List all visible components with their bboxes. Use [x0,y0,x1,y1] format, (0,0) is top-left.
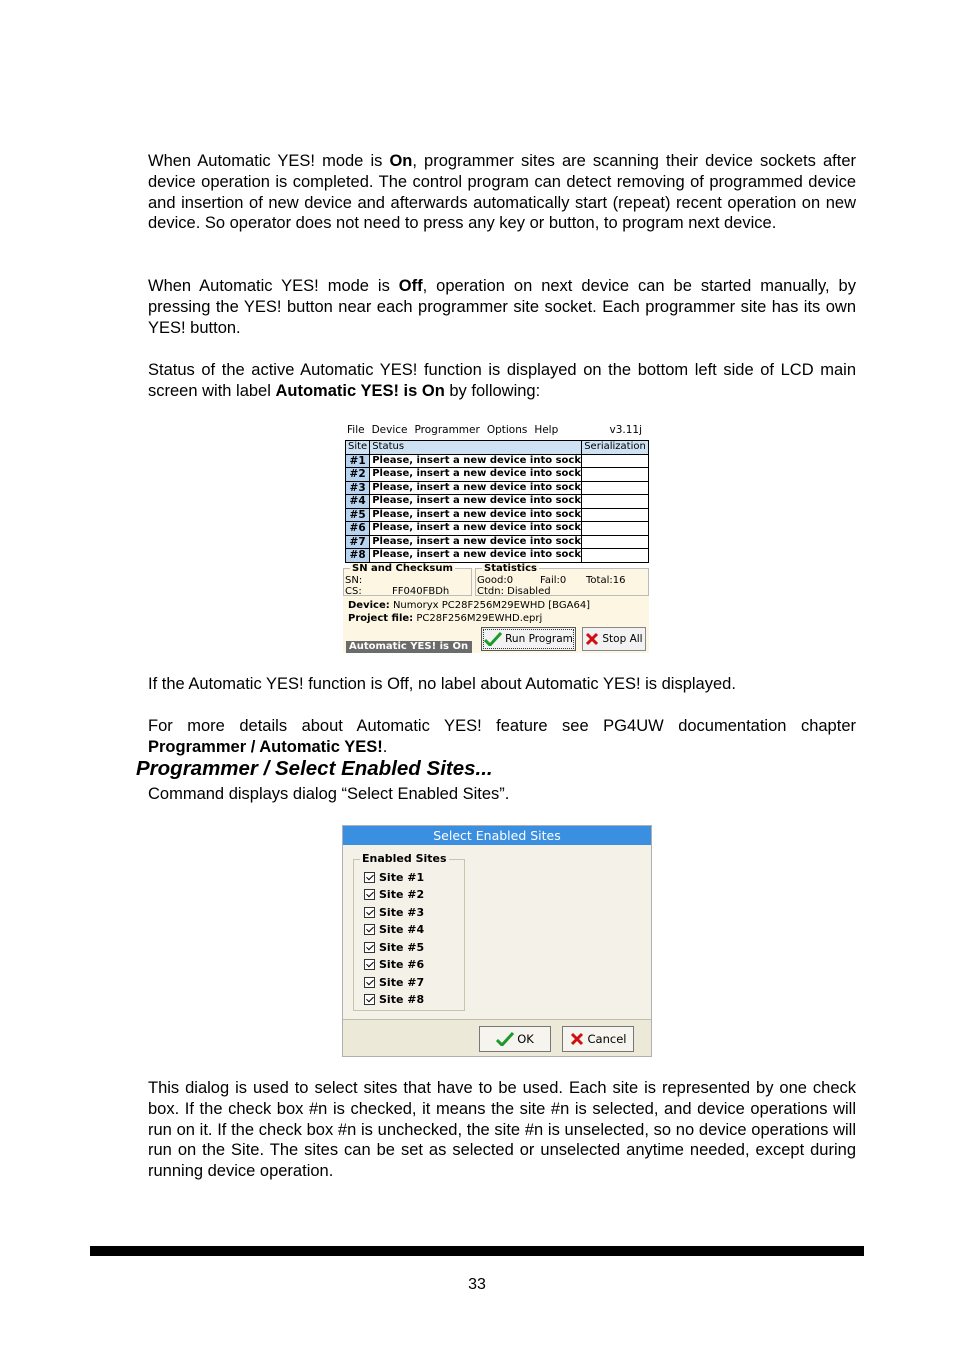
site-number: #6 [346,522,370,536]
site-checkbox-1[interactable] [364,870,424,884]
run-program-label: Run Program [505,633,573,645]
site-status: Please, insert a new device into sock [370,481,582,495]
device-value: Numoryx PC28F256M29EWHD [BGA64] [392,600,591,611]
site-label: Site #8 [379,993,425,1006]
sites-status-table [345,440,649,563]
site-serialization [582,535,649,549]
table-row [346,481,649,495]
col-serialization-header: Serialization [582,441,649,455]
table-row [346,495,649,509]
project-line [348,613,542,624]
site-checkbox-5[interactable] [364,940,424,954]
stat-ctdn: Ctdn: Disabled [477,586,551,597]
cancel-label: Cancel [587,1032,627,1046]
site-number: #1 [346,454,370,468]
stop-all-label: Stop All [602,633,643,645]
checkbox-icon [364,889,375,900]
table-header [346,441,649,455]
site-number: #7 [346,535,370,549]
lcd-menu-bar [343,421,649,439]
checkbox-icon [364,959,375,970]
automatic-yes-status-label: Automatic YES! is On [346,641,472,653]
site-serialization [582,549,649,563]
site-number: #2 [346,468,370,482]
cs-value: FF040FBDh [392,586,450,597]
stat-good: Good:0 [477,575,514,586]
site-serialization [582,481,649,495]
sn-checksum-title: SN and Checksum [352,563,453,574]
site-label: Site #5 [379,940,425,954]
site-status: Please, insert a new device into sock [370,495,582,509]
checkbox-icon [364,924,375,935]
ok-label: OK [517,1032,534,1046]
sn-label: SN: [345,575,363,586]
site-label: Site #3 [379,905,425,919]
site-number: #3 [346,481,370,495]
lcd-main-screen [343,421,649,653]
paragraph-automatic-yes-on: When Automatic YES! mode is On, programmer sites are scanning their device sockets after device operation is completed. The control program can detect removing of programmed device and insertion of new device and afterwards automatically start (repeat) recent operation on new device. So operator does not need to press any key or button, to program next device. [148,152,856,233]
site-checkbox-3[interactable] [364,905,424,919]
site-serialization [582,522,649,536]
site-label: Site #7 [379,975,425,989]
footer-rule [90,1246,864,1256]
enabled-sites-title: Enabled Sites [362,852,447,865]
table-row [346,549,649,563]
stat-fail: Fail:0 [540,575,567,586]
menu-help[interactable]: Help [534,424,559,436]
checkmark-icon [496,1032,514,1046]
paragraph-status-display: Status of the active Automatic YES! function is displayed on the bottom left side of LCD main screen with label Automatic YES! is On by following: [148,361,856,400]
table-row [346,468,649,482]
col-status-header: Status [370,441,582,455]
menu-programmer[interactable]: Programmer [414,424,480,436]
sn-checksum-group [343,563,472,597]
site-checkbox-6[interactable] [364,958,424,972]
site-label: Site #1 [379,870,425,884]
device-line [348,600,590,611]
table-row [346,522,649,536]
site-checkbox-2[interactable] [364,888,424,902]
paragraph-more-details: For more details about Automatic YES! feature see PG4UW documentation chapter Programmer / Automatic YES!. [148,717,856,756]
site-label: Site #6 [379,958,425,971]
cross-icon [585,632,599,646]
checkbox-icon [364,994,375,1005]
site-serialization [582,468,649,482]
col-site-header: Site [346,441,370,455]
site-status: Please, insert a new device into sock [370,535,582,549]
site-status: Please, insert a new device into sock [370,508,582,522]
checkbox-icon [364,942,375,953]
ok-button[interactable] [479,1026,551,1052]
site-number: #8 [346,549,370,563]
site-checkbox-4[interactable] [364,923,424,937]
checkbox-icon [364,872,375,883]
table-row [346,535,649,549]
cs-label: CS: [345,586,362,597]
enabled-sites-group [353,852,465,1011]
run-program-button[interactable] [481,627,576,651]
stat-total: Total:16 [586,575,626,586]
site-number: #5 [346,508,370,522]
project-label: Project file: [348,613,414,624]
paragraph-dialog-description: This dialog is used to select sites that have to be used. Each site is represented by one check box. If the check box #n is checked, it means the site #n is selected, and device operations will run on it. If the check box #n is unchecked, the site #n is unselected, so no device operations will run on the Site. The sites can be set as selected or unselected anytime needed, except during running device operation. [148,1079,856,1181]
site-status: Please, insert a new device into sock [370,468,582,482]
site-checkbox-7[interactable] [364,975,424,989]
paragraph-automatic-yes-off-note: If the Automatic YES! function is Off, no label about Automatic YES! is displayed. [148,675,736,693]
site-status: Please, insert a new device into sock [370,549,582,563]
site-serialization [582,495,649,509]
menu-file[interactable]: File [347,424,365,436]
checkbox-icon [364,907,375,918]
site-label: Site #2 [379,888,425,901]
site-status: Please, insert a new device into sock [370,454,582,468]
section-heading: Programmer / Select Enabled Sites... [136,757,493,780]
table-row [346,454,649,468]
select-enabled-sites-dialog [342,825,652,1057]
menu-options[interactable]: Options [486,424,528,436]
project-value: PC28F256M29EWHD.eprj [416,613,543,624]
device-label: Device: [348,600,390,611]
site-number: #4 [346,495,370,509]
statistics-title: Statistics [484,563,537,574]
dialog-title: Select Enabled Sites [343,826,651,845]
menu-device[interactable]: Device [371,424,408,436]
page-number: 33 [468,1276,486,1293]
table-row [346,508,649,522]
site-serialization [582,508,649,522]
checkmark-icon [484,632,502,646]
site-status: Please, insert a new device into sock [370,522,582,536]
site-checkbox-8[interactable] [364,993,424,1007]
paragraph-automatic-yes-off: When Automatic YES! mode is Off, operation on next device can be started manually, by pressing the YES! button near each programmer site socket. Each programmer site has its own YES! button. [148,277,856,337]
dialog-body [343,845,651,1019]
paragraph-command-description: Command displays dialog “Select Enabled Sites”. [148,785,510,803]
cancel-button[interactable] [562,1026,634,1052]
site-label: Site #4 [379,923,425,936]
site-serialization [582,454,649,468]
stop-all-button[interactable] [582,627,646,651]
dialog-footer [343,1019,651,1056]
cross-icon [570,1032,584,1046]
version-label: v3.11j [609,424,642,436]
checkbox-icon [364,977,375,988]
statistics-group [475,563,649,597]
